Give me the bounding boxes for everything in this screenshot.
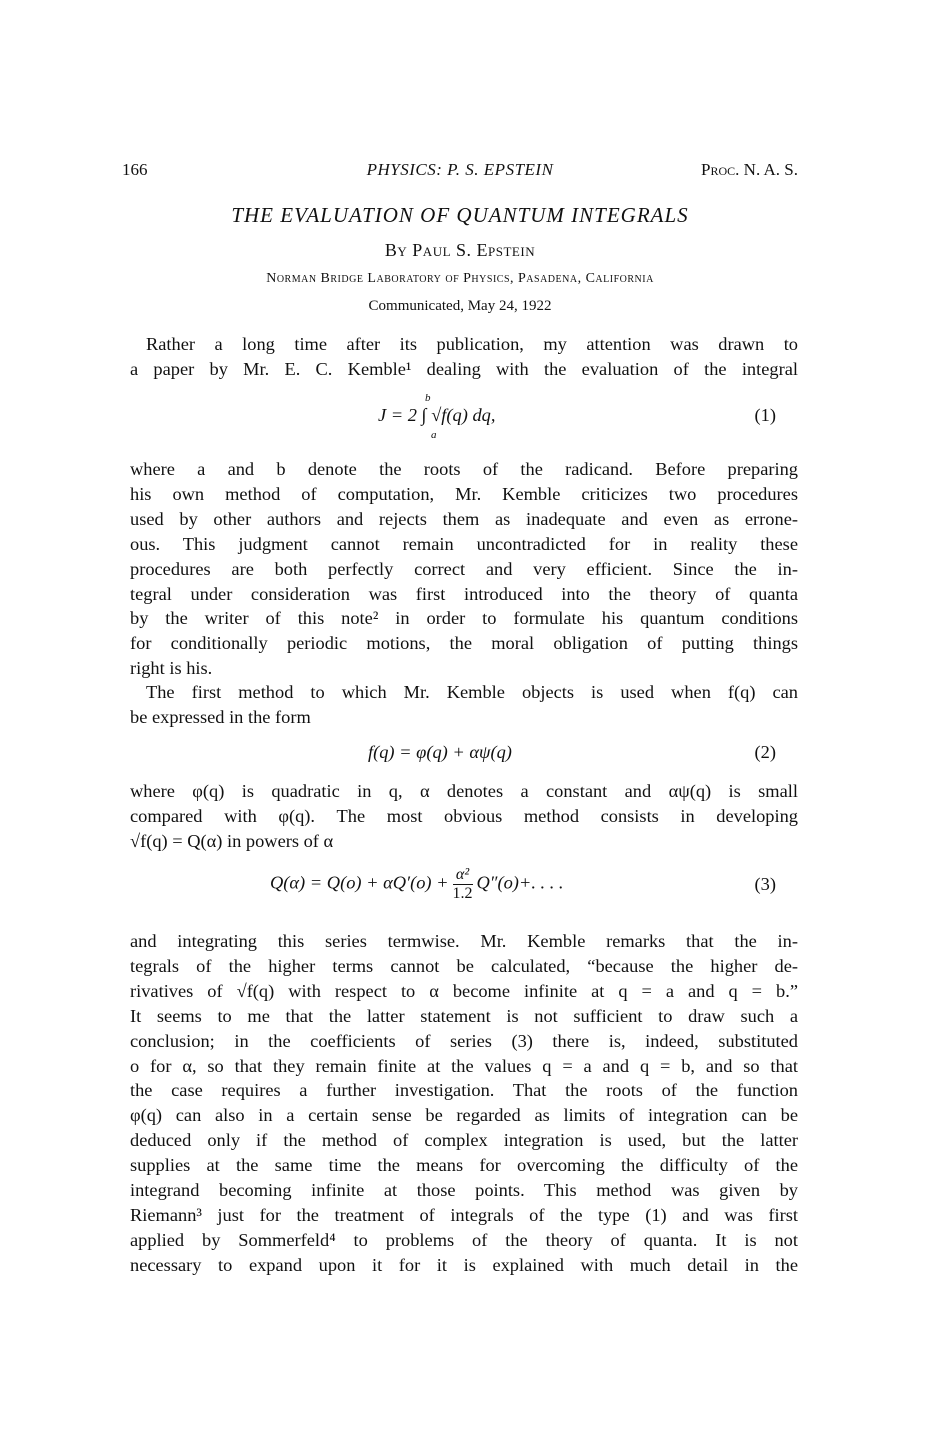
equation-3-expression <box>270 866 564 903</box>
text-line: φ(q) can also in a certain sense be regarded as limits of integration can be <box>130 1105 798 1126</box>
equation-3-right: Q″(o)+. . . . <box>476 872 564 893</box>
text-line: Rather a long time after its publication, my attention was drawn to <box>146 334 798 354</box>
equation-2-expression: f(q) = φ(q) + αψ(q) <box>368 742 512 762</box>
article-title: THE EVALUATION OF QUANTUM INTEGRALS <box>231 203 689 227</box>
text-line: supplies at the same time the means for overcoming the difficulty of the <box>130 1155 798 1176</box>
page-number: 166 <box>122 160 148 179</box>
text-line: the case requires a further investigation. That the roots of the function <box>130 1080 798 1101</box>
equation-1-number: (1) <box>754 405 776 425</box>
equation-3 <box>130 866 798 916</box>
text-line: rivatives of √f(q) with respect to α become infinite at q = a and q = b.” <box>130 980 798 1001</box>
equation-2-number: (2) <box>754 742 776 762</box>
text-line: tegrals of the higher terms cannot be calculated, “because the higher de- <box>130 955 798 976</box>
text-line: by the writer of this note² in order to formulate his quantum conditions <box>130 608 798 629</box>
text-line: a paper by Mr. E. C. Kemble¹ dealing with the evaluation of the integral <box>130 358 798 379</box>
paragraph-3 <box>130 680 798 730</box>
integral-upper-limit: b <box>425 392 431 404</box>
text-line: where φ(q) is quadratic in q, α denotes a constant and αψ(q) is small <box>130 781 798 801</box>
text-line: deduced only if the method of complex integration is used, but the latter <box>130 1130 798 1151</box>
running-header <box>122 160 798 184</box>
text-line: The first method to which Mr. Kemble objects is used when f(q) can <box>146 682 798 702</box>
equation-3-number: (3) <box>754 874 776 894</box>
equation-3-fraction <box>453 866 473 903</box>
author-affiliation: Norman Bridge Laboratory of Physics, Pasadena, California <box>266 271 654 286</box>
integral-lower-limit: a <box>431 429 437 441</box>
fraction-denominator: 1.2 <box>452 885 473 902</box>
text-line: conclusion; in the coefficients of series (3) there is, indeed, substituted <box>130 1030 798 1051</box>
text-line: his own method of computation, Mr. Kemble criticizes two procedures <box>130 483 798 504</box>
text-line: necessary to expand upon it for it is explained with much detail in the <box>130 1254 798 1275</box>
text-line: and integrating this series termwise. Mr. Kemble remarks that the in- <box>130 931 798 951</box>
text-line: o for α, so that they remain finite at the values q = a and q = b, and so that <box>130 1055 798 1076</box>
text-line: for conditionally periodic motions, the moral obligation of putting things <box>130 633 798 654</box>
text-line: used by other authors and rejects them as inadequate and even as errone- <box>130 508 798 529</box>
equation-3-left: Q(α) = Q(o) + αQ′(o) + <box>270 872 449 893</box>
text-line: integrand becoming infinite at those points. This method was given by <box>130 1180 798 1201</box>
paragraph-1 <box>130 332 798 382</box>
text-line: compared with φ(q). The most obvious method consists in developing <box>130 805 798 826</box>
text-line: tegral under consideration was first introduced into the theory of quanta <box>130 583 798 604</box>
author-byline: By Paul S. Epstein <box>384 240 536 260</box>
text-line: where a and b denote the roots of the radicand. Before preparing <box>130 459 798 479</box>
text-line: procedures are both perfectly correct and very efficient. Since the in- <box>130 558 798 579</box>
paragraph-2 <box>130 457 798 681</box>
text-line: Riemann³ just for the treatment of integrals of the type (1) and was first <box>130 1204 798 1225</box>
communicated-date: Communicated, May 24, 1922 <box>368 298 552 314</box>
journal-abbrev: Proc. N. A. S. <box>701 160 798 179</box>
running-title: PHYSICS: P. S. EPSTEIN <box>366 160 554 179</box>
paragraph-4 <box>130 779 798 854</box>
text-line: It seems to me that the latter statement is not sufficient to draw such a <box>130 1005 798 1026</box>
equation-2 <box>130 742 798 782</box>
equation-1 <box>130 392 798 445</box>
paragraph-5 <box>130 929 798 1278</box>
fraction-numerator: α² <box>453 866 473 885</box>
text-line: ous. This judgment cannot remain uncontradicted for in reality these <box>130 533 798 554</box>
text-line: √f(q) = Q(α) in powers of α <box>130 830 334 851</box>
equation-1-expression: J = 2 ∫ √f(q) dq, <box>378 405 496 425</box>
text-line: right is his. <box>130 658 213 679</box>
text-line: applied by Sommerfeld⁴ to problems of the theory of quanta. It is not <box>130 1229 798 1250</box>
text-line: be expressed in the form <box>130 706 311 727</box>
